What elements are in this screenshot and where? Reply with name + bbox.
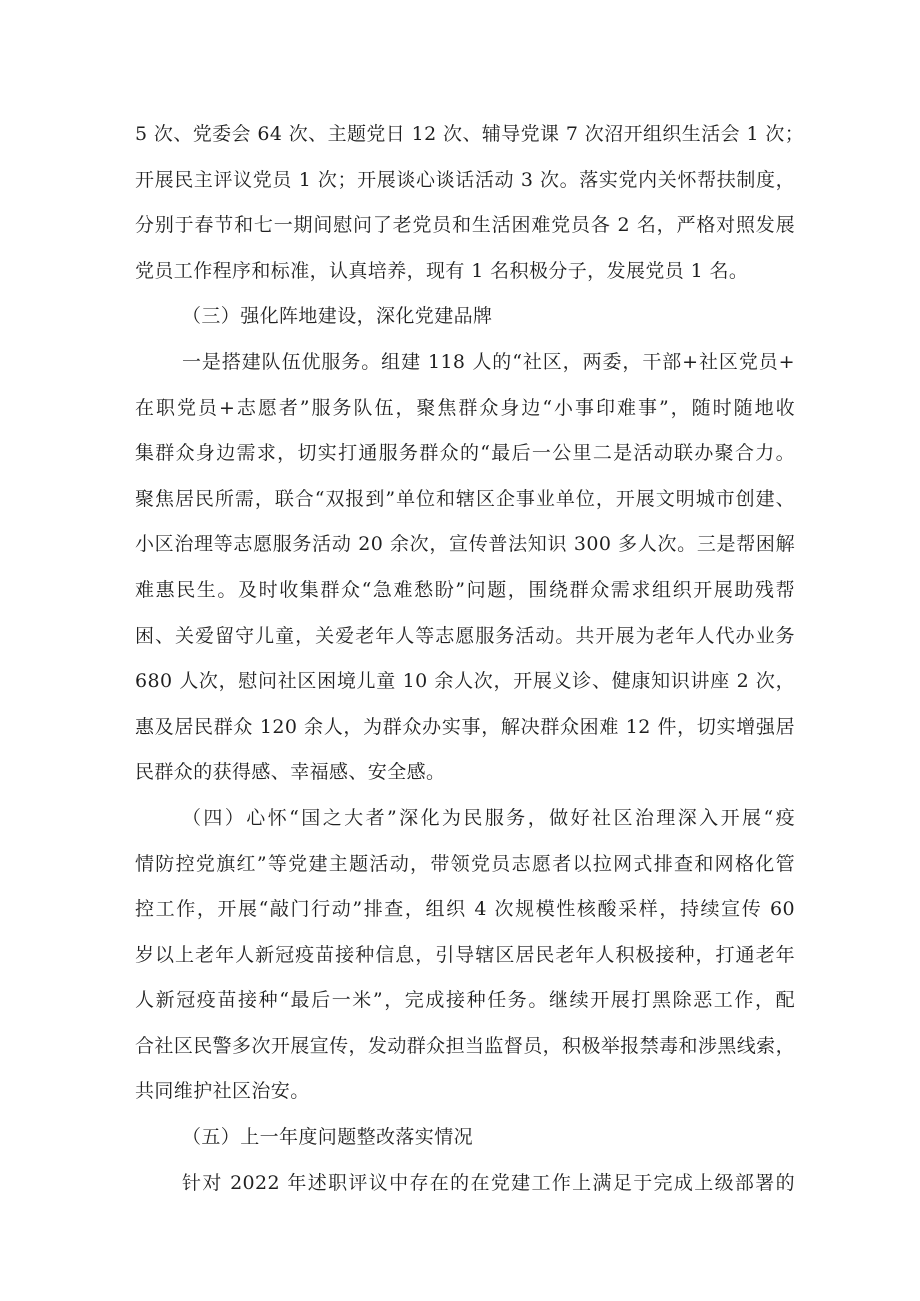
text-line: 集群众身边需求，切实打通服务群众的“最后一公里二是活动联办聚合力。 bbox=[135, 442, 795, 465]
text-line: 680 人次，慰问社区困境儿童 10 余人次，开展义诊、健康知识讲座 2 次， bbox=[135, 670, 795, 693]
text-line: 民群众的获得感、幸福感、安全感。 bbox=[135, 761, 446, 784]
section-heading-3: （三）强化阵地建设，深化党建品牌 bbox=[182, 305, 493, 328]
text-line: 5 次、党委会 64 次、主题党日 12 次、辅导党课 7 次沼开组织生活会 1 次； bbox=[135, 123, 805, 145]
text-line: 针对 2022 年述职评议中存在的在党建工作上满足于完成上级部署的 bbox=[182, 1171, 795, 1194]
text-line: 在职党员+志愿者”服务队伍，聚焦群众身边“小事印难事”，随时随地收 bbox=[135, 396, 795, 419]
text-line: 情防控党旗红”等党建主题活动，带领党员志愿者以拉网式排查和网格化管 bbox=[135, 852, 795, 875]
text-line: 小区治理等志愿服务活动 20 余次，宣传普法知识 300 多人次。三是帮困解 bbox=[135, 533, 795, 556]
section-heading-5: （五）上一年度问题整改落实情况 bbox=[182, 1126, 474, 1149]
text-line: 一是搭建队伍优服务。组建 118 人的“社区，两委，干部+社区党员+ bbox=[182, 350, 795, 373]
text-line: 开展民主评议党员 1 次；开展谈心谈话活动 3 次。落实党内关怀帮扶制度， bbox=[135, 168, 795, 191]
text-line: （四）心怀“国之大者”深化为民服务，做好社区治理深入开展“疫 bbox=[182, 806, 795, 829]
text-line: 聚焦居民所需，联合“双报到”单位和辖区企事业单位，开展文明城市创建、 bbox=[135, 487, 795, 510]
document-body bbox=[135, 112, 805, 1206]
text-line: 合社区民警多次开展宣传，发动群众担当监督员，积极举报禁毒和涉黑线索， bbox=[135, 1034, 795, 1057]
text-line: 惠及居民群众 120 余人，为群众办实事，解决群众困难 12 件，切实增强居 bbox=[135, 715, 795, 738]
text-line: 困、关爱留守儿童，关爱老年人等志愿服务活动。共开展为老年人代办业务 bbox=[135, 624, 795, 647]
paragraph-rectification bbox=[135, 1161, 795, 1207]
paragraph-party-meetings bbox=[135, 112, 805, 294]
text-line: 难惠民生。及时收集群众“急难愁盼”问题，围绕群众需求组织开展助残帮 bbox=[135, 578, 795, 601]
text-line: 控工作，开展“敲门行动”排查，组织 4 次规模性核酸采样，持续宣传 60 bbox=[135, 898, 795, 921]
text-line: 人新冠疫苗接种“最后一米”，完成接种任务。继续开展打黑除恶工作，配 bbox=[135, 989, 795, 1012]
text-line: 分别于春节和七一期间慰问了老党员和生活困难党员各 2 名，严格对照发展 bbox=[135, 214, 795, 237]
paragraph-epidemic-service bbox=[135, 796, 795, 1115]
paragraph-team-service bbox=[135, 340, 795, 796]
text-line: 共同维护社区治安。 bbox=[135, 1080, 310, 1103]
text-line: 岁以上老年人新冠疫苗接种信息，引导辖区居民老年人积极接种，打通老年 bbox=[135, 943, 795, 966]
text-line: 党员工作程序和标准，认真培养，现有 1 名积极分子，发展党员 1 名。 bbox=[135, 259, 749, 282]
